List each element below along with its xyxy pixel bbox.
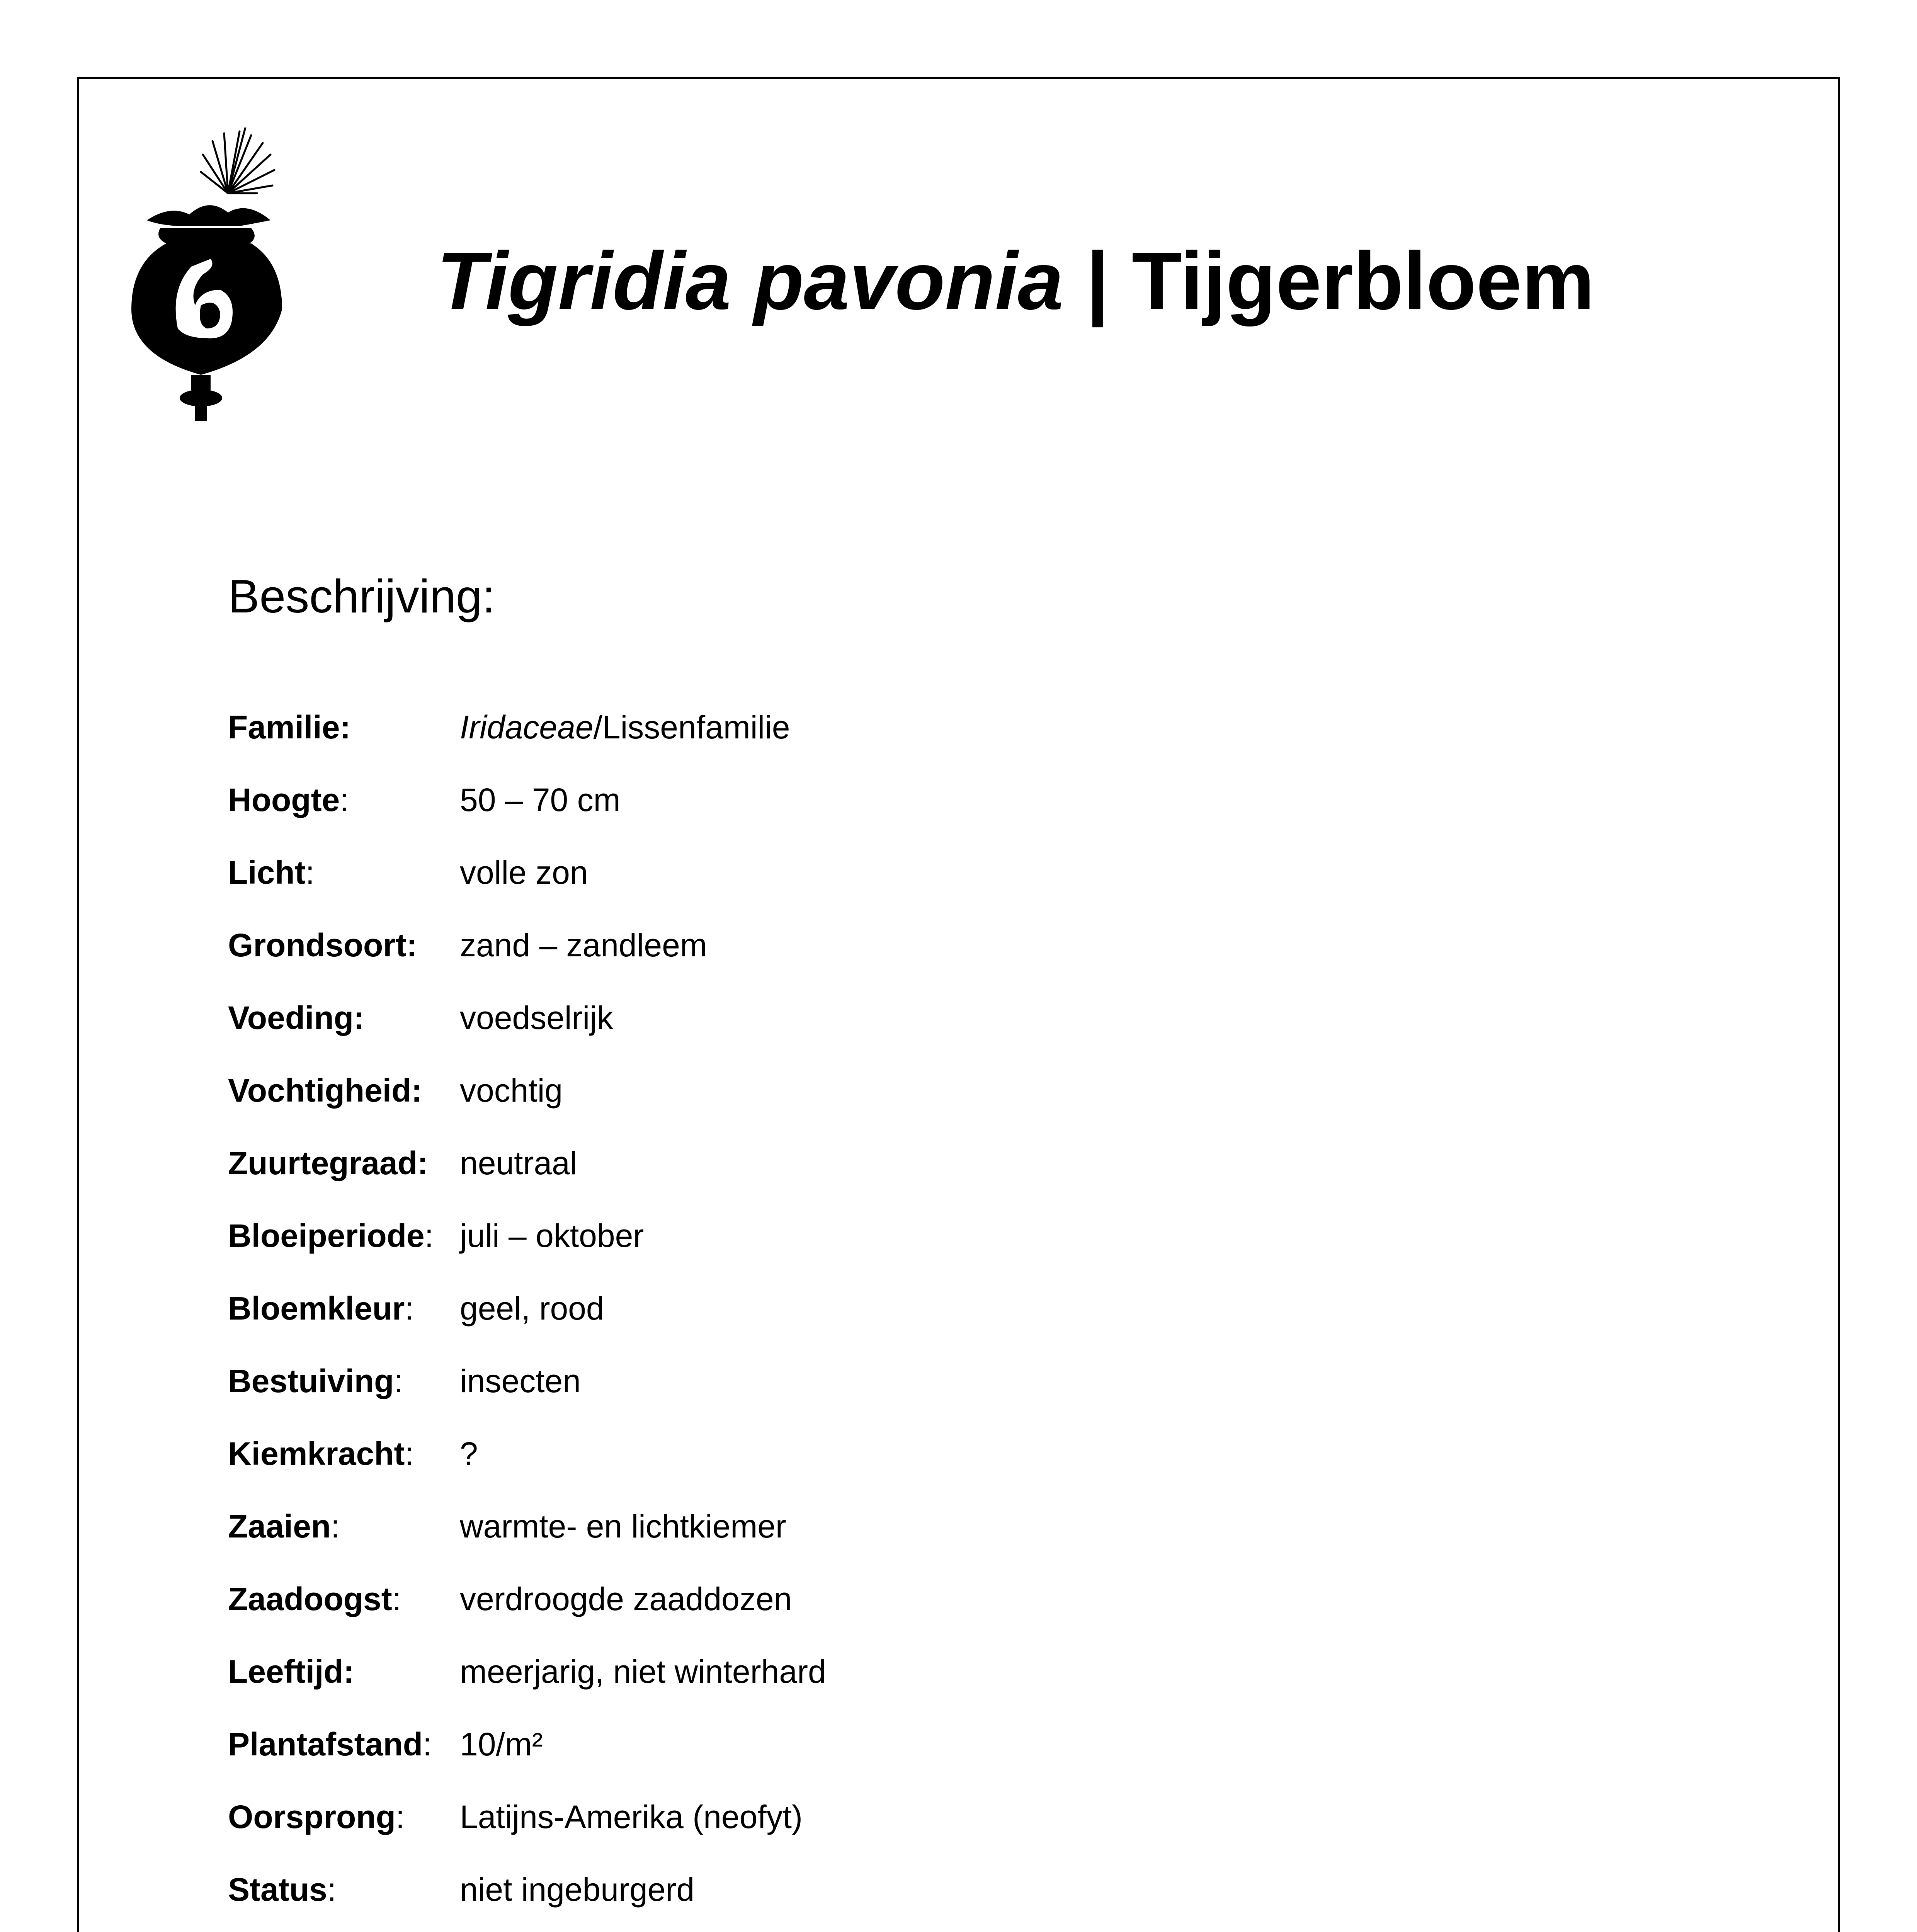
property-label: Vochtigheid: xyxy=(228,1072,422,1109)
property-row xyxy=(228,994,1700,1066)
property-row xyxy=(228,1648,1700,1720)
property-row xyxy=(228,849,1700,921)
property-row xyxy=(228,1720,1700,1793)
property-value: 10/m² xyxy=(460,1726,543,1762)
property-list xyxy=(228,703,1700,1932)
property-label: Bestuiving: xyxy=(228,1363,403,1399)
property-value: vochtig xyxy=(460,1072,563,1109)
property-row xyxy=(228,1139,1700,1212)
property-row xyxy=(228,703,1700,776)
property-value: 50 – 70 cm xyxy=(460,782,621,818)
property-value: zand – zandleem xyxy=(460,927,707,963)
property-value: juli – oktober xyxy=(460,1218,644,1254)
property-value: insecten xyxy=(460,1363,581,1399)
title-separator: | xyxy=(1086,235,1109,327)
property-label: Oorsprong: xyxy=(228,1799,405,1835)
property-value: meerjarig, niet winterhard xyxy=(460,1653,826,1690)
property-row xyxy=(228,776,1700,849)
property-label: Bloemkleur: xyxy=(228,1290,414,1327)
section-heading-text: Beschrijving xyxy=(228,570,482,622)
section-heading xyxy=(228,568,495,624)
property-label: Voeding: xyxy=(228,1000,365,1036)
page-title xyxy=(437,232,1595,330)
scientific-name: Tigridia pavonia xyxy=(437,235,1063,327)
property-label: Familie: xyxy=(228,709,351,745)
property-label: Licht: xyxy=(228,854,315,891)
property-row xyxy=(228,1212,1700,1284)
property-label: Plantafstand: xyxy=(228,1726,432,1762)
property-value: voedselrijk xyxy=(460,1000,613,1036)
property-row xyxy=(228,1502,1700,1575)
property-row xyxy=(228,1866,1700,1932)
property-row xyxy=(228,1575,1700,1648)
common-name: Tijgerbloem xyxy=(1131,235,1595,327)
property-label: Status: xyxy=(228,1871,337,1908)
property-value: warmte- en lichtkiemer xyxy=(460,1508,786,1544)
property-label: Hoogte: xyxy=(228,782,349,818)
property-value: ? xyxy=(460,1435,478,1472)
property-value: niet ingeburgerd xyxy=(460,1871,695,1908)
property-value: neutraal xyxy=(460,1145,577,1181)
property-value: geel, rood xyxy=(460,1290,604,1327)
property-label: Zaaien: xyxy=(228,1508,340,1544)
property-label: Kiemkracht: xyxy=(228,1435,414,1472)
property-value: verdroogde zaaddozen xyxy=(460,1581,792,1617)
property-value: Iridaceae/Lissenfamilie xyxy=(460,709,790,745)
property-value: Latijns-Amerika (neofyt) xyxy=(460,1799,803,1835)
property-row xyxy=(228,1357,1700,1430)
property-label: Zaadoogst: xyxy=(228,1581,401,1617)
property-row xyxy=(228,1284,1700,1357)
property-value: volle zon xyxy=(460,854,588,891)
property-label: Leeftijd: xyxy=(228,1653,354,1690)
property-label: Bloeiperiode: xyxy=(228,1218,434,1254)
property-row xyxy=(228,1793,1700,1866)
property-row xyxy=(228,1066,1700,1139)
property-row xyxy=(228,1430,1700,1502)
property-row xyxy=(228,921,1700,994)
poppy-seedhead-logo-icon xyxy=(124,128,294,421)
section-heading-colon: : xyxy=(482,570,495,622)
property-label: Grondsoort: xyxy=(228,927,417,963)
property-label: Zuurtegraad: xyxy=(228,1145,429,1181)
